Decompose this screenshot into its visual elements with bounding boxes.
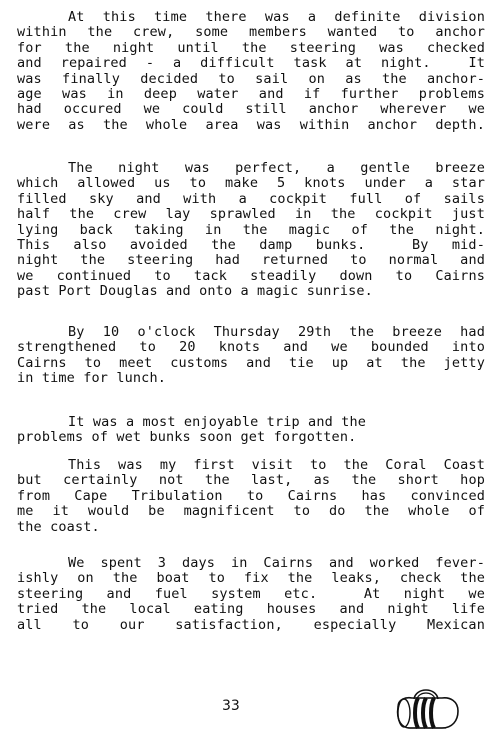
text-line: from Cape Tribulation to Cairns has convinced: [17, 487, 485, 504]
text-line: steering and fuel system etc. At night we: [17, 585, 485, 602]
text-line: was finally decided to sail on as the anchor-: [17, 70, 485, 87]
text-line: We spent 3 days in Cairns and worked fever-: [68, 555, 485, 571]
text-line: ishly on the boat to fix the leaks, check the: [17, 570, 485, 587]
text-line: The night was perfect, a gentle breeze: [68, 160, 485, 176]
paragraph-6: [17, 556, 485, 633]
text-line: night the steering had returned to normal and: [17, 252, 485, 269]
text-line: past Port Douglas and onto a magic sunrise.: [17, 283, 373, 300]
text-line: all to our satisfaction, especially Mexican: [17, 616, 485, 633]
text-line: half the crew lay sprawled in the cockpit just: [17, 206, 485, 223]
text-line: within the crew, some members wanted to anchor: [17, 24, 485, 41]
text-line: At this time there was a definite division: [68, 9, 485, 25]
page-number: 33: [222, 698, 240, 714]
text-line: age was in deep water and if further problems: [17, 86, 485, 103]
text-line: and repaired - a difficult task at night. It: [17, 55, 485, 72]
paragraph-4: [17, 415, 485, 446]
text-line: By 10 o'clock Thursday 29th the breeze had: [68, 324, 485, 340]
text-line: This also avoided the damp bunks. By mid-: [17, 237, 485, 254]
duffel-bag-icon: [392, 683, 462, 731]
text-line: which allowed us to make 5 knots under a star: [17, 175, 485, 192]
text-line: the coast.: [17, 518, 100, 535]
text-line: tried the local eating houses and night life: [17, 601, 485, 618]
paragraph-5: [17, 458, 485, 535]
paragraph-2: [17, 161, 485, 300]
text-line: me it would be magnificent to do the whole of: [17, 503, 485, 520]
paragraph-3: [17, 325, 485, 387]
text-line: in time for lunch.: [17, 370, 166, 387]
text-line: filled sky and with a cockpit full of sails: [17, 190, 485, 207]
paragraph-1: [17, 10, 485, 133]
text-line: for the night until the steering was checked: [17, 39, 485, 56]
text-line: but certainly not the last, as the short hop: [17, 472, 485, 489]
text-line: It was a most enjoyable trip and the: [68, 414, 366, 430]
text-line: This was my first visit to the Coral Coast: [68, 457, 485, 473]
text-line: had occured we could still anchor wherever we: [17, 101, 485, 118]
text-line: Cairns to meet customs and tie up at the jetty: [17, 354, 485, 371]
text-line: strengthened to 20 knots and we bounded into: [17, 339, 485, 356]
text-line: problems of wet bunks soon get forgotten.: [17, 429, 357, 446]
text-line: lying back taking in the magic of the night.: [17, 221, 485, 238]
text-line: we continued to tack steadily down to Cairns: [17, 267, 485, 284]
text-line: were as the whole area was within anchor depth.: [17, 116, 485, 133]
